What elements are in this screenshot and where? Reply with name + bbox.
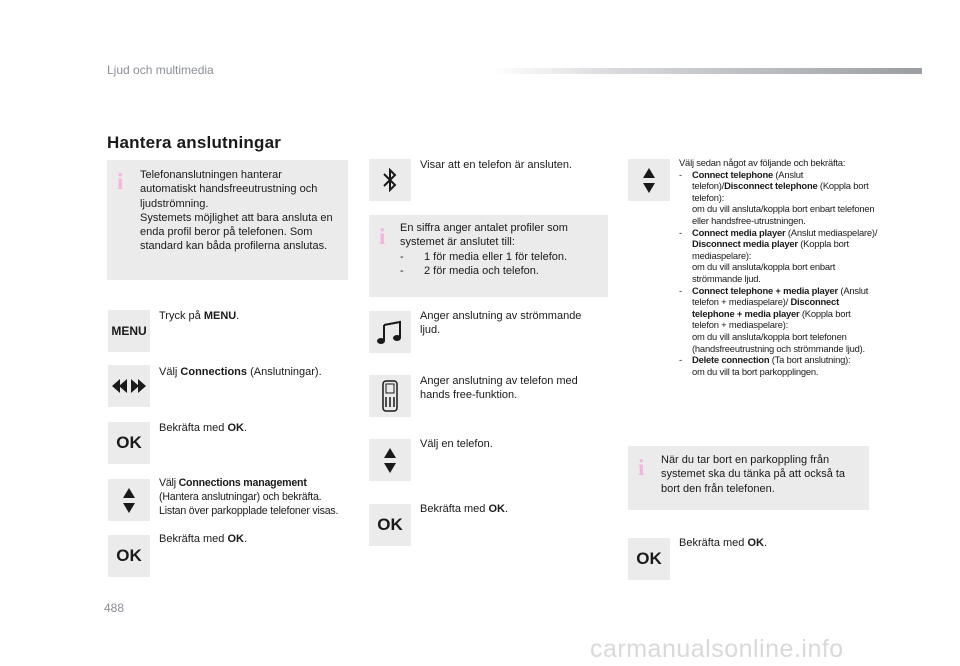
mobile-phone-icon	[369, 375, 411, 417]
up-down-arrows-icon	[628, 159, 670, 201]
prev-next-icon	[108, 365, 150, 407]
select-phone-text: Välj en telefon.	[420, 438, 493, 450]
step-confirm-ok: Bekräfta med OK.	[420, 503, 509, 515]
phone-description: Anger anslutning av telefon med hands free-funktion.	[420, 375, 578, 401]
info-box-connections	[107, 160, 348, 280]
music-description: Anger anslutning av strömmande ljud.	[420, 310, 582, 336]
bluetooth-icon	[369, 159, 411, 201]
step-confirm-ok: Bekräfta med OK.	[679, 537, 768, 549]
option-connect-telephone: - Connect telephone (Anslut telefon)/Disconnect telephone (Koppla bort telefon): om du vill ansluta/koppla bort enbart telefonen eller handsfree-utrustningen.	[679, 168, 875, 226]
option-connect-telephone-media: - Connect telephone + media player (Anslut telefon + mediaspelare)/ Disconnect telephone + media player (Koppla bort telefon + mediaspelare): om du vill ansluta/koppla bort telefonen (handsfreeutrustning och strömmande ljud).	[679, 284, 869, 354]
info-box-profiles	[369, 215, 608, 297]
info-box-unpair	[628, 446, 869, 510]
info-icon: i	[117, 169, 124, 194]
info-text: En siffra anger antalet profiler som systemet är anslutet till: - 1 för media eller 1 för telefon. - 2 för media och telefon.	[400, 221, 600, 278]
ok-button-icon: OK	[108, 422, 150, 464]
info-text: När du tar bort en parkoppling från systemet ska du tänka på att också ta bort den från telefonen.	[661, 454, 846, 495]
ok-button-icon: OK	[108, 535, 150, 577]
step-connections-management: Välj Connections management (Hantera anslutningar) och bekräfta. Listan över parkopplade telefoner visas.	[159, 477, 339, 517]
list-item: - 1 för media eller 1 för telefon.	[400, 250, 568, 263]
info-text: Telefonanslutningen hanterar automatiskt handsfreeutrustning och ljudströmning. Systemets möjlighet att bara ansluta en enda profil beror på telefonen. Som standard kan båda profilerna anslutas.	[140, 169, 333, 253]
step-confirm-ok: Bekräfta med OK.	[159, 422, 248, 434]
watermark: carmanualsonline.info	[590, 635, 844, 663]
connection-options-list: Välj sedan något av följande och bekräfta: - Connect telephone (Anslut telefon)/Disconnect telephone (Koppla bort telefon): om du vill ansluta/koppla bort enbart telefonen eller handsfree-utrustningen. - Connect media player (Anslut mediaspelare)/ Disconnect media player (Koppla bort mediaspelare): om du vill ansluta/koppla bort enbart strömmande ljud. - Connect telephone + media player (Anslut telefon + mediaspelare)/ Disconnect telephone + media player (Koppla bort telefon + mediaspelare): om du vill ansluta/koppla bort telefonen (handsfreeutrustning och strömmande ljud). - Delete connection (Ta bort anslutning): om du vill ta bort parkopplingen.	[679, 157, 878, 377]
prev-next-glyph	[111, 378, 147, 394]
menu-button-icon: MENU	[108, 310, 150, 352]
music-note-icon	[369, 311, 411, 353]
header-rule	[490, 68, 922, 74]
ok-button-icon: OK	[628, 538, 670, 580]
option-connect-media-player: - Connect media player (Anslut mediaspelare)/ Disconnect media player (Koppla bort mediaspelare): om du vill ansluta/koppla bort enbart strömmande ljud.	[679, 226, 878, 284]
up-down-arrows-icon	[108, 479, 150, 521]
option-delete-connection: - Delete connection (Ta bort anslutning): om du vill ta bort parkopplingen.	[679, 354, 851, 377]
step-confirm-ok: Bekräfta med OK.	[159, 533, 248, 545]
info-icon: i	[379, 224, 386, 249]
step-press-menu: Tryck på MENU.	[159, 310, 240, 322]
list-item: - 2 för media och telefon.	[400, 264, 539, 277]
up-down-arrows-icon	[369, 439, 411, 481]
info-icon: i	[638, 455, 645, 480]
ok-button-icon: OK	[369, 504, 411, 546]
section-title: Hantera anslutningar	[107, 133, 282, 152]
page-number: 488	[104, 601, 125, 615]
running-header: Ljud och multimedia	[107, 63, 214, 77]
bluetooth-description: Visar att en telefon är ansluten.	[420, 159, 573, 171]
step-select-connections: Välj Connections (Anslutningar).	[159, 366, 322, 378]
